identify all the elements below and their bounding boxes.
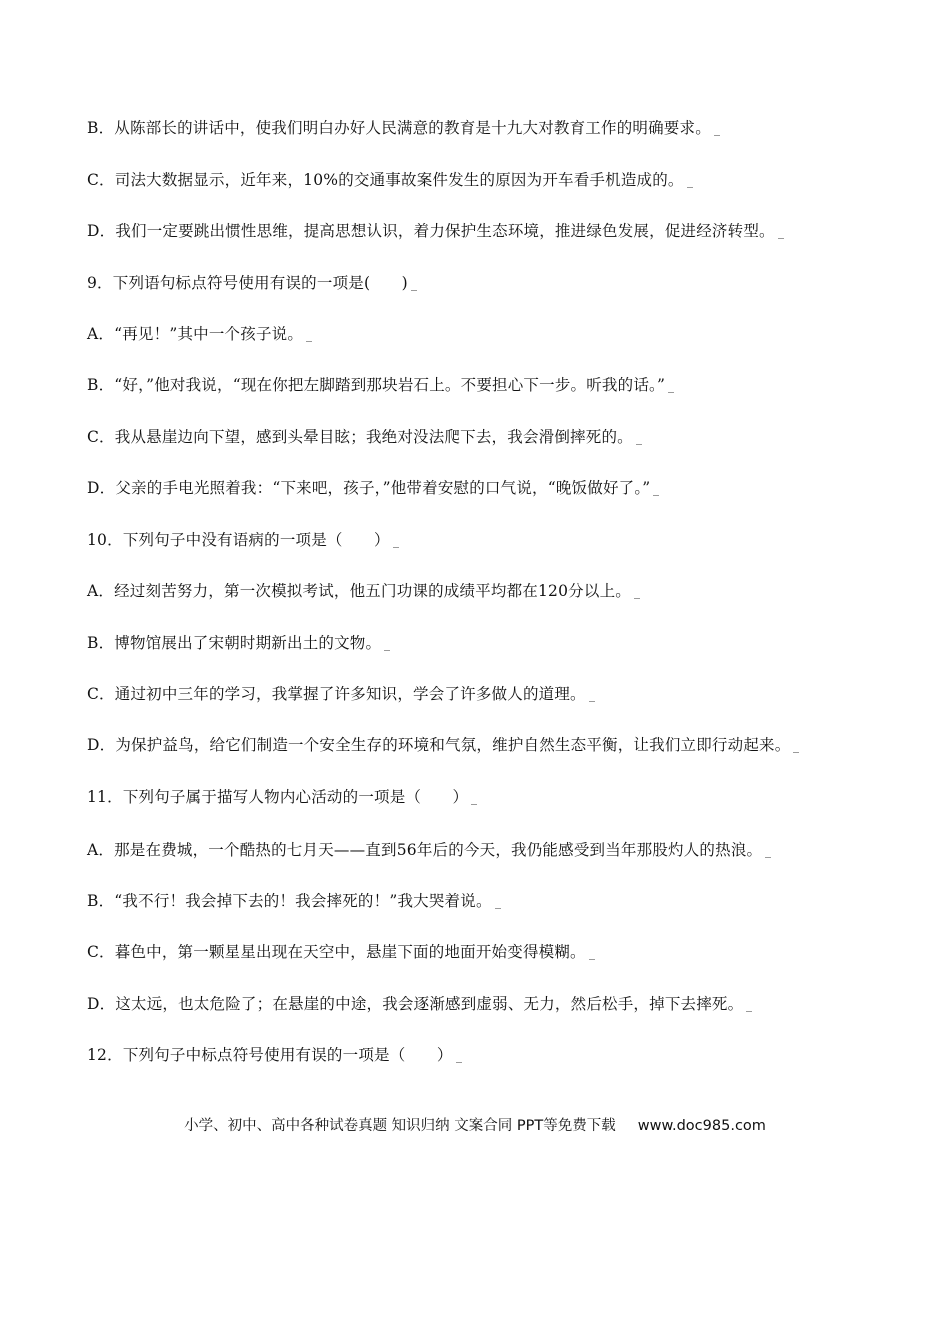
line-text: C．暮色中，第一颗星星出现在天空中，悬崖下面的地面开始变得模糊。 xyxy=(87,943,586,961)
footer-site-link[interactable]: www.doc985.com xyxy=(637,1118,766,1134)
paragraph-mark-icon xyxy=(765,857,771,858)
option-a-q10 xyxy=(87,581,640,601)
question-12 xyxy=(87,1045,462,1065)
footer-text: 小学、初中、高中各种试卷真题 知识归纳 文案合同 PPT等免费下载 xyxy=(184,1118,616,1134)
line-text: 10．下列句子中没有语病的一项是（ ） xyxy=(87,531,390,549)
line-text: B．“好，”他对我说，“现在你把左脚踏到那块岩石上。不要担心下一步。听我的话。” xyxy=(87,376,666,394)
paragraph-mark-icon xyxy=(687,187,693,188)
option-c-q8 xyxy=(87,170,693,190)
question-11 xyxy=(87,787,477,807)
paragraph-mark-icon xyxy=(714,135,720,136)
line-text: B．“我不行！我会掉下去的！我会摔死的！”我大哭着说。 xyxy=(87,892,492,910)
line-text: C．我从悬崖边向下望，感到头晕目眩；我绝对没法爬下去，我会滑倒摔死的。 xyxy=(87,428,633,446)
option-d-q10 xyxy=(87,735,799,755)
line-text: D．为保护益鸟，给它们制造一个安全生存的环境和气氛，维护自然生态平衡，让我们立即行动起来。 xyxy=(87,736,791,754)
paragraph-mark-icon xyxy=(456,1062,462,1063)
question-9 xyxy=(87,273,417,293)
line-text: D．我们一定要跳出惯性思维，提高思想认识，着力保护生态环境，推进绿色发展，促进经济转型。 xyxy=(87,222,775,240)
paragraph-mark-icon xyxy=(393,547,399,548)
option-b-q9 xyxy=(87,375,674,395)
line-text: A．经过刻苦努力，第一次模拟考试，他五门功课的成绩平均都在120分以上。 xyxy=(87,582,631,600)
line-text: B．从陈部长的讲话中，使我们明白办好人民满意的教育是十九大对教育工作的明确要求。 xyxy=(87,119,711,137)
paragraph-mark-icon xyxy=(411,290,417,291)
paragraph-mark-icon xyxy=(634,598,640,599)
line-text: 12．下列句子中标点符号使用有误的一项是（ ） xyxy=(87,1046,453,1064)
paragraph-mark-icon xyxy=(653,495,659,496)
paragraph-mark-icon xyxy=(746,1011,752,1012)
paragraph-mark-icon xyxy=(589,701,595,702)
option-b-q8 xyxy=(87,118,720,138)
line-text: C．通过初中三年的学习，我掌握了许多知识，学会了许多做人的道理。 xyxy=(87,685,586,703)
paragraph-mark-icon xyxy=(306,341,312,342)
option-b-q11 xyxy=(87,891,501,911)
line-text: 9．下列语句标点符号使用有误的一项是( ) xyxy=(87,274,408,292)
option-d-q8 xyxy=(87,221,784,241)
line-text: B．博物馆展出了宋朝时期新出土的文物。 xyxy=(87,634,382,652)
option-d-q9 xyxy=(87,478,659,498)
line-text: 11．下列句子属于描写人物内心活动的一项是（ ） xyxy=(87,788,469,806)
line-text: D．父亲的手电光照着我：“下来吧，孩子，”他带着安慰的口气说，“晚饭做好了。” xyxy=(87,479,651,497)
paragraph-mark-icon xyxy=(589,959,595,960)
option-b-q10 xyxy=(87,633,390,653)
paragraph-mark-icon xyxy=(495,908,501,909)
paragraph-mark-icon xyxy=(793,752,799,753)
option-c-q10 xyxy=(87,684,595,704)
line-text: C．司法大数据显示，近年来，10%的交通事故案件发生的原因为开车看手机造成的。 xyxy=(87,171,684,189)
paragraph-mark-icon xyxy=(636,444,642,445)
paragraph-mark-icon xyxy=(668,392,674,393)
paragraph-mark-icon xyxy=(384,650,390,651)
option-c-q9 xyxy=(87,427,642,447)
paragraph-mark-icon xyxy=(778,238,784,239)
option-c-q11 xyxy=(87,942,595,962)
option-a-q11 xyxy=(87,840,771,860)
line-text: D．这太远，也太危险了；在悬崖的中途，我会逐渐感到虚弱、无力，然后松手，掉下去摔死。 xyxy=(87,995,744,1013)
option-a-q9 xyxy=(87,324,312,344)
option-d-q11 xyxy=(87,994,752,1014)
question-10 xyxy=(87,530,399,550)
page-footer xyxy=(0,1116,950,1136)
paragraph-mark-icon xyxy=(471,804,477,805)
line-text: A．“再见！”其中一个孩子说。 xyxy=(87,325,304,343)
line-text: A．那是在费城，一个酷热的七月天——直到56年后的今天，我仍能感受到当年那股灼人的热浪。 xyxy=(87,841,763,859)
